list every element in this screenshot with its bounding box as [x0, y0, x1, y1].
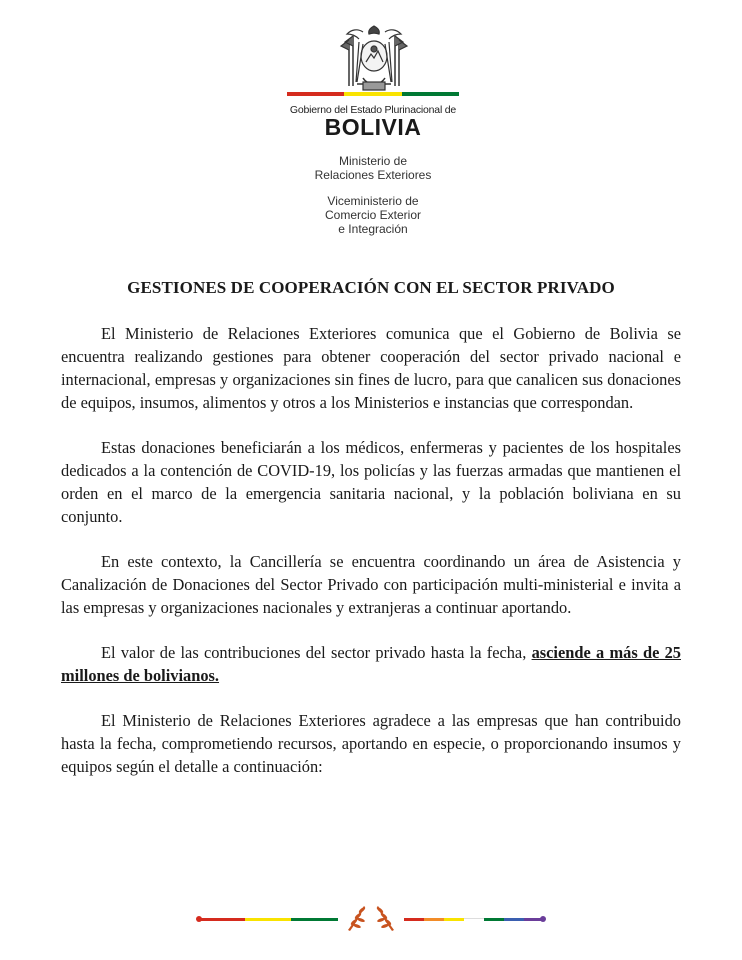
footer-color-line — [198, 918, 338, 921]
government-line: Gobierno del Estado Plurinacional de — [289, 104, 457, 116]
value-paragraph — [61, 641, 681, 687]
paragraph: En este contexto, la Cancillería se encuentra coordinando un área de Asistencia y Canalización de Donaciones del Sector Privado con participación multi-ministerial e invita a las empresas y organizaciones nacionales y extranjeras a continuar aportando. — [61, 552, 681, 617]
paragraph: El Ministerio de Relaciones Exteriores comunica que el Gobierno de Bolivia se encuentra realizando gestiones para obtener cooperación del sector privado nacional e internacional, empresas y organizaciones sin fines de lucro, para que canalicen sus donaciones de equipos, insumos, alimentos y otros a los Ministerios e instancias que correspondan. — [61, 324, 681, 412]
viceministry-line: Viceministerio de — [327, 194, 419, 208]
ministry-line: Relaciones Exteriores — [314, 168, 432, 182]
coat-of-arms-icon — [333, 22, 415, 94]
value-text: El valor de las contribuciones del sector privado hasta la fecha, — [101, 643, 532, 662]
footer-ornament — [196, 900, 546, 932]
flag-color-bar — [287, 92, 459, 96]
value-emphasis: asciende a más de 25 millones de bolivianos. — [61, 643, 681, 685]
document-title: GESTIONES DE COOPERACIÓN CON EL SECTOR PRIVADO — [127, 278, 615, 297]
viceministry-line: e Integración — [338, 222, 408, 236]
laurel-icon — [344, 900, 398, 932]
paragraph: Estas donaciones beneficiarán a los médicos, enfermeras y pacientes de los hospitales dedicados a la contención de COVID-19, los policías y las fuerzas armadas que mantienen el orden en el marco de la emergencia sanitaria nacional, y la población boliviana en su conjunto. — [61, 438, 681, 526]
document-body — [61, 322, 681, 800]
footer-dot — [540, 916, 546, 922]
letterhead — [0, 0, 742, 250]
viceministry-line: Comercio Exterior — [324, 208, 422, 222]
viceministry-name — [270, 194, 476, 236]
country-name: BOLIVIA — [324, 114, 422, 140]
footer-wiphala-line — [404, 918, 544, 921]
ministry-name — [270, 154, 476, 182]
closing-paragraph: El Ministerio de Relaciones Exteriores agradece a las empresas que han contribuido hasta la fecha, comprometiendo recursos, aportando en especie, o proporcionando insumos y equipos según el detalle a continuación: — [61, 711, 681, 776]
ministry-line: Ministerio de — [338, 154, 408, 168]
